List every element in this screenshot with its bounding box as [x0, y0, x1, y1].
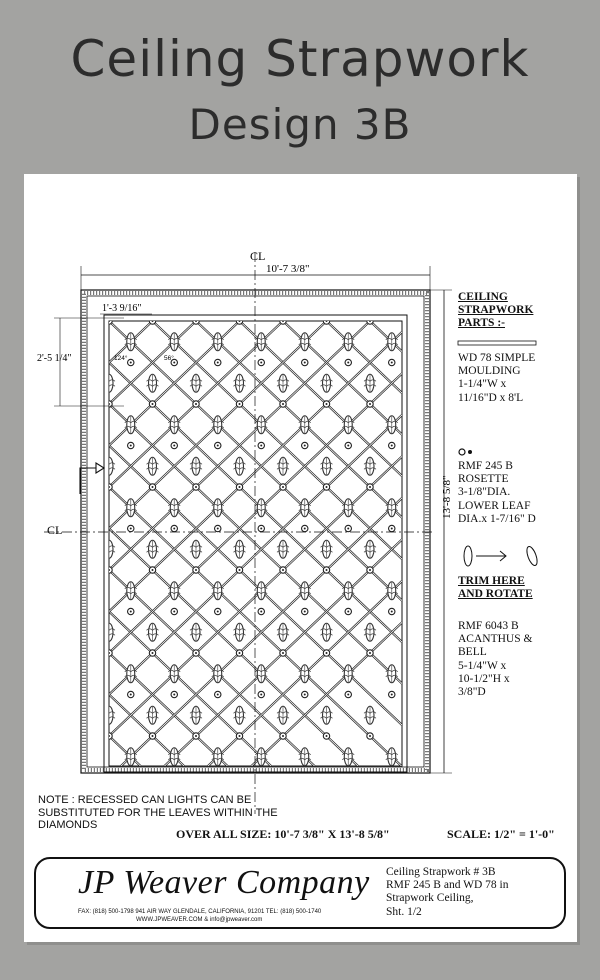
rosette — [432, 691, 438, 697]
lattice-strap-inner — [24, 321, 66, 819]
dim-width-label: 10'-7 3/8" — [266, 263, 310, 275]
acanthus-icon — [464, 546, 472, 566]
rosette-center — [304, 362, 306, 364]
rosette-center — [456, 569, 458, 571]
lattice-strap-inner — [24, 321, 66, 819]
rosette-center — [65, 320, 67, 322]
trim-rotate-label: TRIM HERE AND ROTATE — [458, 575, 533, 601]
rosette-center — [239, 652, 241, 654]
rosette-center — [413, 569, 415, 571]
rosette — [389, 774, 395, 780]
rosette-center — [434, 777, 436, 779]
lattice-strap — [24, 321, 66, 819]
lattice-strap-inner — [24, 321, 153, 819]
rosette-center — [326, 735, 328, 737]
rosette-center — [434, 611, 436, 613]
rosette-center — [478, 528, 480, 530]
lighting-note: NOTE : RECESSED CAN LIGHTS CAN BE SUBSTITUTED FOR THE LEAVES WITHIN THE DIAMONDS — [38, 794, 278, 832]
rosette-center — [108, 403, 110, 405]
rosette-center — [304, 445, 306, 447]
rosette-center — [173, 694, 175, 696]
rosette-center — [326, 486, 328, 488]
lattice-strap-inner — [24, 321, 109, 819]
rosette-center — [65, 569, 67, 571]
rosette-center — [326, 652, 328, 654]
lattice-strap — [24, 321, 66, 819]
part-acanthus: RMF 6043 B ACANTHUS & BELL 5-1/4"W x 10-1/2"H x 3/8"D — [458, 620, 533, 699]
center-mark-top: CL — [250, 249, 266, 263]
lattice-strap — [24, 321, 240, 819]
rosette-center — [304, 777, 306, 779]
lattice-strap — [24, 321, 109, 819]
rosette-center — [195, 652, 197, 654]
rotate-arrow-icon — [476, 551, 506, 561]
dim-height-label: 13'-8 5/8" — [441, 475, 453, 519]
rosette-center — [108, 320, 110, 322]
rosette — [410, 401, 416, 407]
rosette-center — [173, 611, 175, 613]
rosette-center — [130, 362, 132, 364]
rosette — [454, 733, 460, 739]
rosette-center — [369, 320, 371, 322]
rosette-center — [369, 735, 371, 737]
rosette-center — [195, 320, 197, 322]
rosette-center — [239, 569, 241, 571]
overall-size: OVER ALL SIZE: 10'-7 3/8" X 13'-8 5/8" — [176, 827, 390, 841]
rosette-center — [282, 486, 284, 488]
page-title-line-1: Ceiling Strapwork — [70, 30, 530, 88]
lattice-strap-inner — [24, 321, 501, 819]
rosette-center — [413, 486, 415, 488]
rosette-center — [217, 445, 219, 447]
dim-small-width-label: 1'-3 9/16" — [102, 303, 142, 314]
rosette-center — [130, 777, 132, 779]
rosette-center — [260, 611, 262, 613]
company-logo-text: JP Weaver Company — [78, 864, 370, 901]
rosette-center — [369, 818, 371, 820]
rosette — [432, 525, 438, 531]
rosette — [84, 774, 90, 780]
rosette-center — [195, 569, 197, 571]
rosette-center — [108, 652, 110, 654]
rosette-center — [413, 403, 415, 405]
title-block — [34, 857, 566, 929]
rosette-center — [282, 320, 284, 322]
rosette — [410, 567, 416, 573]
rosette-center — [369, 486, 371, 488]
rosette-center — [282, 403, 284, 405]
page-title-line-2: Design 3B — [188, 100, 412, 149]
part-moulding: WD 78 SIMPLE MOULDING 1-1/4"W x 11/16"D x 8'L — [458, 352, 536, 404]
dim-small-height-label: 2'-5 1/4" — [37, 353, 72, 364]
rosette-center — [86, 777, 88, 779]
lattice-strap — [24, 321, 109, 819]
rosette — [432, 608, 438, 614]
moulding-icon — [458, 341, 536, 345]
rosette — [62, 318, 68, 324]
rosette-center — [130, 528, 132, 530]
rosette — [476, 608, 482, 614]
rosette — [323, 816, 329, 822]
rosette — [258, 774, 264, 780]
lattice-strap — [24, 321, 240, 819]
rosette-center — [391, 777, 393, 779]
rosette — [454, 567, 460, 573]
lattice-strap-inner — [24, 321, 240, 819]
lattice-strap — [24, 321, 153, 819]
company-contact: FAX: (818) 500-1798 941 AIR WAY GLENDALE, CALIFORNIA, 91201 TEL: (818) 500-1740 — [78, 909, 322, 915]
rosette-center — [173, 445, 175, 447]
rosette-center — [282, 652, 284, 654]
rosette-icon — [459, 449, 465, 455]
rosette-center — [326, 403, 328, 405]
rosette — [345, 774, 351, 780]
rosette-center — [413, 735, 415, 737]
lattice-strap — [24, 321, 153, 819]
rosette-center — [217, 777, 219, 779]
lattice-strap — [24, 321, 501, 819]
rosette-center — [173, 528, 175, 530]
rosette-center — [456, 735, 458, 737]
rosette-center — [260, 528, 262, 530]
parts-heading: CEILING STRAPWORK PARTS :- — [458, 291, 534, 330]
rosette-center — [195, 486, 197, 488]
rosette — [62, 567, 68, 573]
rosette-center — [391, 362, 393, 364]
rosette-icon-side — [468, 450, 472, 454]
lattice-strap-inner — [24, 321, 153, 819]
rosette-center — [478, 777, 480, 779]
rosette-center — [282, 735, 284, 737]
rosette-center — [413, 320, 415, 322]
rosette-center — [391, 694, 393, 696]
rosette-center — [391, 445, 393, 447]
rosette-center — [260, 694, 262, 696]
rosette-center — [152, 735, 154, 737]
rosette — [476, 525, 482, 531]
rosette-center — [304, 694, 306, 696]
rosette-center — [326, 320, 328, 322]
rosette-center — [260, 445, 262, 447]
acanthus-rotated-icon — [525, 545, 539, 567]
rosette — [128, 774, 134, 780]
rosette-center — [195, 403, 197, 405]
rosette-center — [108, 735, 110, 737]
rosette-center — [108, 486, 110, 488]
angle-label-2: 56° — [164, 355, 174, 362]
rosette-center — [413, 818, 415, 820]
rosette-center — [217, 611, 219, 613]
rosette-center — [217, 362, 219, 364]
rosette-center — [478, 445, 480, 447]
rosette-center — [434, 362, 436, 364]
rosette-center — [65, 652, 67, 654]
rosette — [476, 442, 482, 448]
rosette-center — [65, 735, 67, 737]
drawing-scale: SCALE: 1/2" = 1'-0" — [447, 827, 555, 841]
rosette-center — [413, 652, 415, 654]
rosette-center — [347, 611, 349, 613]
rosette-center — [217, 528, 219, 530]
rosette — [432, 774, 438, 780]
rosette-center — [369, 569, 371, 571]
drawing-sheet — [24, 174, 577, 942]
rosette-center — [152, 403, 154, 405]
rosette — [476, 774, 482, 780]
rosette — [410, 484, 416, 490]
rosette-center — [434, 528, 436, 530]
rosette — [432, 442, 438, 448]
rosette-center — [108, 569, 110, 571]
rosette-center — [195, 735, 197, 737]
rosette — [62, 484, 68, 490]
rosette — [302, 774, 308, 780]
rosette — [62, 650, 68, 656]
rosette-center — [152, 486, 154, 488]
sheet-info: Ceiling Strapwork # 3B RMF 245 B and WD 78 in Strapwork Ceiling, Sht. 1/2 — [386, 866, 509, 918]
rosette-center — [152, 652, 154, 654]
rosette-center — [65, 486, 67, 488]
rosette — [171, 774, 177, 780]
rosette — [215, 774, 221, 780]
rosette-center — [130, 611, 132, 613]
rosette-center — [456, 818, 458, 820]
lattice-strap-inner — [24, 321, 240, 819]
rosette-center — [369, 652, 371, 654]
rosette-center — [304, 611, 306, 613]
rosette-center — [65, 403, 67, 405]
rosette-center — [217, 694, 219, 696]
rosette-center — [239, 486, 241, 488]
rosette-center — [282, 569, 284, 571]
rosette-center — [239, 320, 241, 322]
rosette-center — [347, 362, 349, 364]
rosette — [62, 733, 68, 739]
rosette — [367, 816, 373, 822]
rosette-center — [369, 403, 371, 405]
rosette — [410, 733, 416, 739]
rosette-center — [391, 611, 393, 613]
rosette — [454, 816, 460, 822]
rosette-center — [347, 694, 349, 696]
part-rosette: RMF 245 B ROSETTE 3-1/8"DIA. LOWER LEAF DIA.x 1-7/16" D — [458, 460, 536, 525]
rosette-center — [478, 611, 480, 613]
rosette-center — [260, 362, 262, 364]
rosette — [410, 318, 416, 324]
angle-label-1: 124° — [114, 355, 128, 362]
rosette-center — [326, 818, 328, 820]
center-mark-left: CL — [47, 523, 63, 537]
rosette-center — [260, 777, 262, 779]
rosette-center — [130, 445, 132, 447]
lattice-strap-inner — [24, 321, 109, 819]
rosette-center — [173, 777, 175, 779]
rosette — [432, 359, 438, 365]
rosette-center — [347, 445, 349, 447]
rosette-center — [434, 694, 436, 696]
rosette-center — [347, 528, 349, 530]
rosette-center — [130, 694, 132, 696]
rosette-center — [152, 320, 154, 322]
rosette-center — [391, 528, 393, 530]
rosette-center — [326, 569, 328, 571]
rosette-center — [239, 735, 241, 737]
rosette-center — [347, 777, 349, 779]
rosette — [410, 816, 416, 822]
lattice-strap-inner — [24, 321, 501, 819]
lattice-strap — [24, 321, 501, 819]
rosette-center — [152, 569, 154, 571]
rosette-center — [304, 528, 306, 530]
rosette-center — [434, 445, 436, 447]
company-website: WWW.JPWEAVER.COM & info@jpweaver.com — [136, 917, 263, 923]
rosette-center — [239, 403, 241, 405]
rosette — [410, 650, 416, 656]
